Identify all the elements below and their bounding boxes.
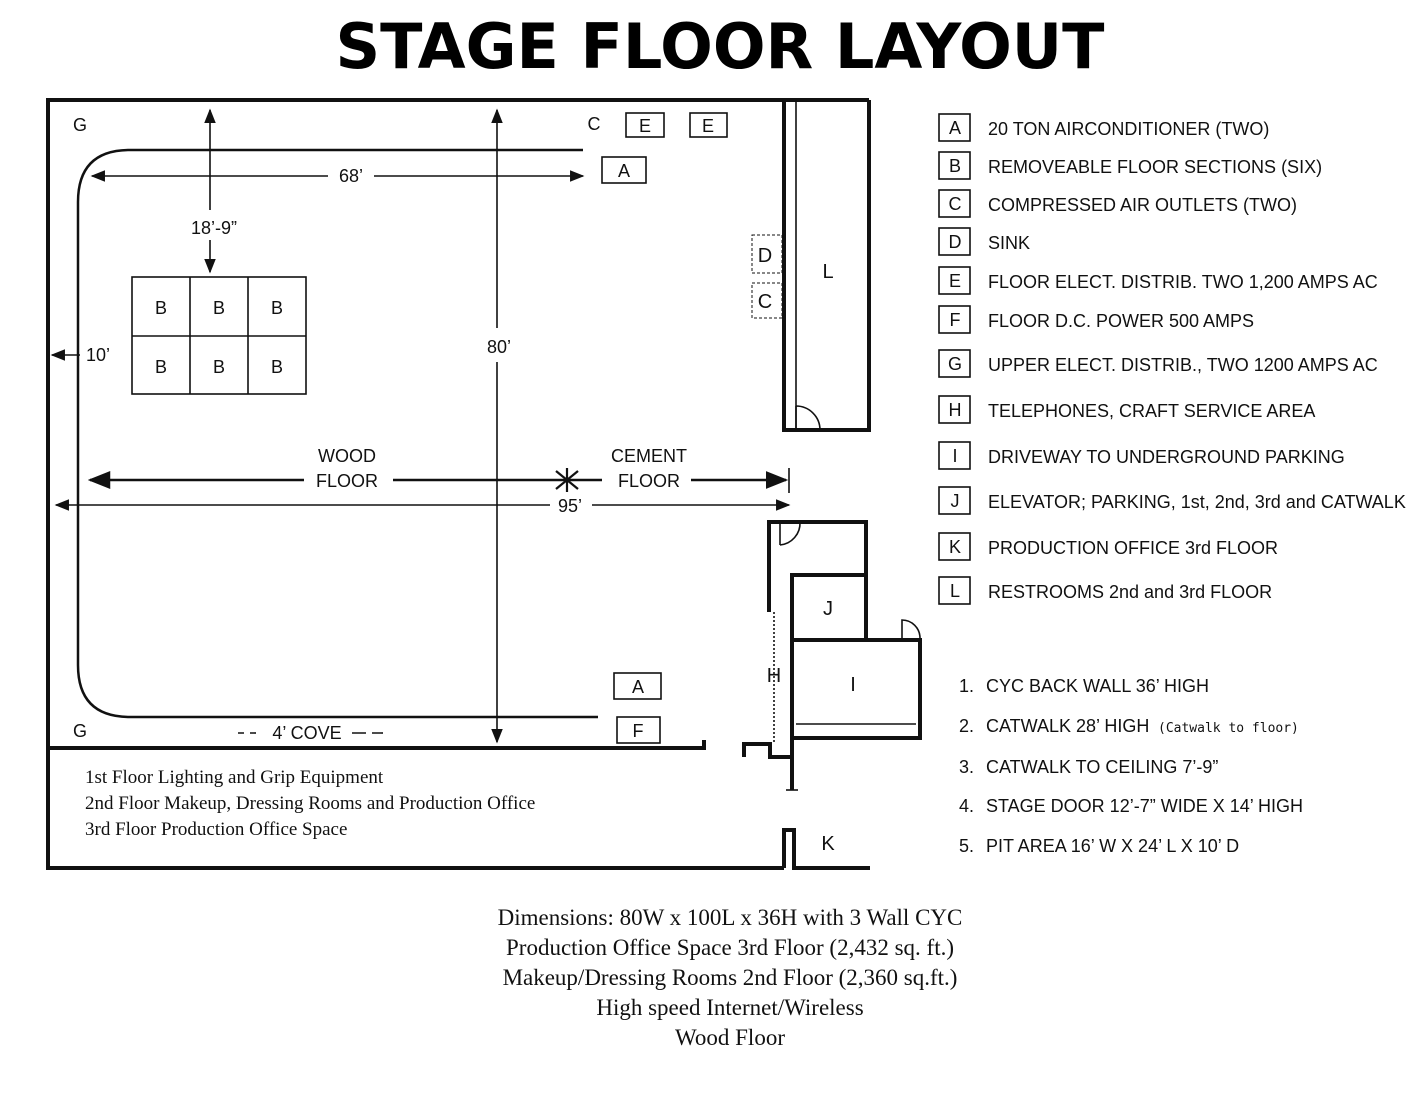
marker-h: H	[766, 665, 782, 687]
elevator-driveway-block	[744, 522, 920, 790]
marker-l: L	[822, 261, 834, 283]
legend-key: A	[948, 118, 962, 138]
dimension-lines	[52, 110, 789, 742]
cement-floor-label-1: CEMENT	[611, 446, 687, 466]
legend-item-j	[939, 487, 1406, 514]
dimension-95: 95’	[557, 496, 583, 516]
dimension-cove: 4’ COVE	[272, 723, 342, 743]
legend-key: B	[948, 156, 962, 176]
legend-item-c	[939, 190, 1297, 217]
legend-text: ELEVATOR; PARKING, 1st, 2nd, 3rd and CATWALK	[988, 492, 1406, 512]
legend-text: 20 TON AIRCONDITIONER (TWO)	[988, 119, 1270, 139]
note-text: CYC BACK WALL 36’ HIGH	[986, 676, 1210, 696]
cyc-wall	[78, 150, 598, 717]
note-item-1	[959, 676, 1209, 696]
note-extra: (Catwalk to floor)	[1158, 721, 1299, 736]
legend-key: L	[949, 581, 961, 601]
legend-item-a	[939, 114, 1269, 141]
cement-floor-label-2: FLOOR	[617, 471, 681, 491]
note-text: CATWALK TO CEILING 7’-9”	[986, 757, 1219, 777]
marker-c-side: C	[757, 291, 773, 313]
note-item-3	[959, 757, 1218, 777]
legend-key: K	[948, 537, 962, 557]
floors-note	[85, 767, 535, 840]
marker-f: F	[632, 721, 644, 741]
floor-section-b1: B	[154, 298, 168, 318]
summary-line-4: High speed Internet/Wireless	[596, 995, 864, 1020]
note-text: STAGE DOOR 12’-7” WIDE X 14’ HIGH	[986, 796, 1304, 816]
marker-e-1: E	[638, 116, 652, 136]
legend-key: I	[952, 446, 958, 466]
dimension-10: 10’	[85, 345, 111, 365]
note-number: 4.	[959, 796, 975, 816]
note-number: 5.	[959, 836, 975, 856]
note-item-2	[959, 716, 1299, 736]
wood-floor-label-2: FLOOR	[315, 471, 379, 491]
legend-item-g	[939, 350, 1378, 377]
legend-item-h	[939, 396, 1315, 423]
legend-key: G	[947, 354, 963, 374]
legend-text: FLOOR ELECT. DISTRIB. TWO 1,200 AMPS AC	[988, 272, 1378, 292]
floor-section-b6: B	[270, 357, 284, 377]
summary-line-5: Wood Floor	[675, 1025, 785, 1050]
summary-line-2: Production Office Space 3rd Floor (2,432 sq. ft.)	[506, 935, 954, 960]
legend-text: DRIVEWAY TO UNDERGROUND PARKING	[988, 447, 1345, 467]
marker-a-bottom: A	[631, 677, 645, 697]
legend-item-e	[939, 267, 1378, 294]
legend-key: F	[949, 310, 961, 330]
legend-key: D	[948, 232, 962, 252]
summary-line-1: Dimensions: 80W x 100L x 36H with 3 Wall CYC	[497, 905, 963, 930]
dimension-68: 68’	[338, 166, 364, 186]
legend-text: RESTROOMS 2nd and 3rd FLOOR	[988, 582, 1273, 602]
summary-line-3: Makeup/Dressing Rooms 2nd Floor (2,360 sq.ft.)	[502, 965, 958, 990]
legend-text: COMPRESSED AIR OUTLETS (TWO)	[988, 195, 1298, 215]
page-title: STAGE FLOOR LAYOUT	[335, 10, 1105, 83]
legend-item-f	[939, 306, 1254, 333]
dimension-80: 80’	[486, 337, 512, 357]
legend-text: SINK	[988, 233, 1031, 253]
marker-c-top: C	[587, 114, 601, 134]
floors-note-line-1: 1st Floor Lighting and Grip Equipment	[85, 767, 384, 788]
wood-floor-label-1: WOOD	[318, 446, 376, 466]
legend-item-l	[939, 577, 1272, 604]
marker-a-top: A	[617, 161, 631, 181]
floors-note-line-2: 2nd Floor Makeup, Dressing Rooms and Production Office	[85, 793, 536, 814]
note-item-4	[959, 796, 1303, 816]
floor-section-b4: B	[154, 357, 168, 377]
legend-item-d	[939, 228, 1030, 255]
legend-key: H	[948, 400, 962, 420]
legend	[939, 114, 1406, 604]
dimension-18-9: 18’-9”	[190, 218, 238, 238]
legend-text: REMOVEABLE FLOOR SECTIONS (SIX)	[988, 157, 1323, 177]
marker-d-side: D	[757, 245, 773, 267]
legend-key: E	[948, 271, 962, 291]
legend-item-k	[939, 533, 1278, 560]
legend-key: J	[950, 491, 960, 511]
legend-item-i	[939, 442, 1345, 469]
summary	[498, 905, 963, 1050]
note-text: PIT AREA 16’ W X 24’ L X 10’ D	[986, 836, 1240, 856]
legend-text: PRODUCTION OFFICE 3rd FLOOR	[988, 538, 1279, 558]
legend-text: FLOOR D.C. POWER 500 AMPS	[988, 311, 1255, 331]
note-text: CATWALK 28’ HIGH	[986, 716, 1150, 736]
marker-g-top: G	[72, 115, 88, 135]
note-number: 1.	[959, 676, 975, 696]
floor-section-b2: B	[212, 298, 226, 318]
floor-section-b5: B	[212, 357, 226, 377]
marker-e-2: E	[701, 116, 715, 136]
note-number: 2.	[959, 716, 975, 736]
legend-item-b	[939, 152, 1322, 179]
note-number: 3.	[959, 757, 975, 777]
marker-j: J	[823, 598, 833, 620]
legend-key: C	[948, 194, 962, 214]
marker-g-bottom: G	[72, 721, 88, 741]
legend-text: TELEPHONES, CRAFT SERVICE AREA	[988, 401, 1316, 421]
removable-floor-sections	[132, 277, 306, 394]
floors-note-line-3: 3rd Floor Production Office Space	[85, 819, 348, 840]
marker-k: K	[821, 833, 835, 855]
legend-text: UPPER ELECT. DISTRIB., TWO 1200 AMPS AC	[988, 355, 1378, 375]
note-item-5	[959, 836, 1239, 856]
marker-i: I	[850, 674, 856, 696]
numbered-notes	[959, 676, 1303, 856]
floor-section-b3: B	[270, 298, 284, 318]
